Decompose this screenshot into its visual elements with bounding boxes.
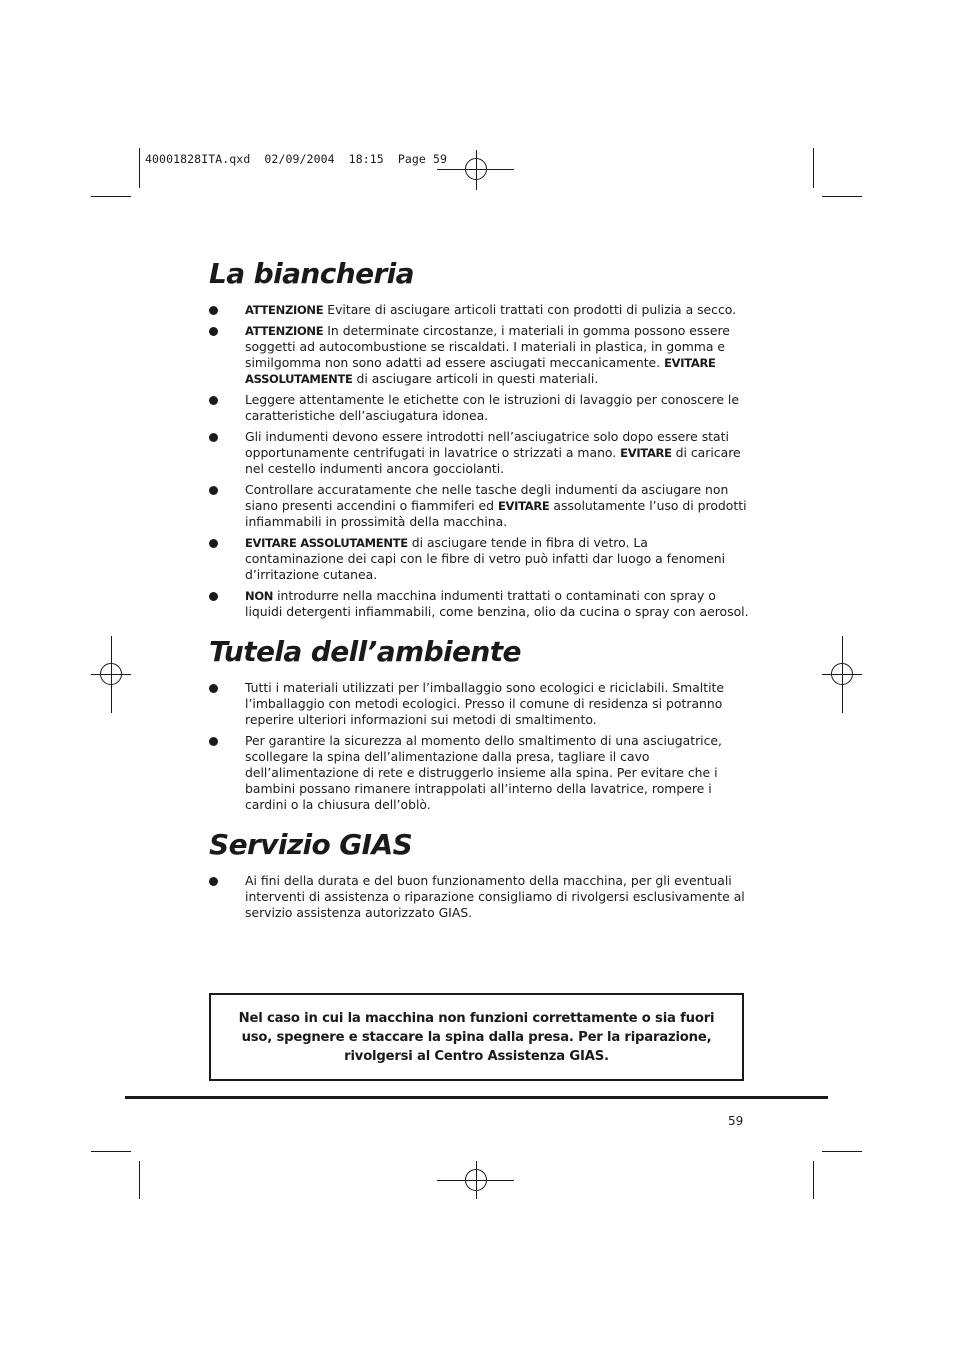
bullet-icon — [209, 877, 218, 886]
list-item: Tutti i materiali utilizzati per l’imballaggio sono ecologici e riciclabili. Smaltite l’imballaggio con metodi ecologici. Presso il comune di residenza si potranno reperire ulteriori informazioni sui metodi di smaltimento. — [209, 680, 749, 728]
section-title-biancheria: La biancheria — [209, 257, 414, 290]
notice-box — [209, 993, 744, 1081]
bullet-icon — [209, 737, 218, 746]
list-gias — [209, 873, 749, 921]
crop-mark-br-v — [813, 1161, 814, 1199]
print-slug: 40001828ITA.qxd 02/09/2004 18:15 Page 59 — [145, 152, 448, 166]
list-biancheria — [209, 302, 749, 620]
crop-mark-br-h — [822, 1151, 862, 1152]
section-title-ambiente: Tutela dell’ambiente — [209, 635, 521, 668]
bullet-icon — [209, 327, 218, 336]
bullet-icon — [209, 486, 218, 495]
crop-mark-tr-v — [813, 148, 814, 188]
crop-mark-tl-h — [91, 196, 131, 197]
bullet-icon — [209, 306, 218, 315]
list-item: NON introdurre nella macchina indumenti trattati o contaminati con spray o liquidi detergenti infiammabili, come benzina, olio da cucina o spray con aerosol. — [209, 588, 749, 620]
list-item: EVITARE ASSOLUTAMENTE di asciugare tende in fibra di vetro. La contaminazione dei capi con le fibre di vetro può infatti dar luogo a fenomeni d’irritazione cutanea. — [209, 535, 749, 583]
crop-mark-bl-h — [91, 1151, 131, 1152]
bullet-icon — [209, 539, 218, 548]
page-content — [209, 256, 749, 926]
list-item: Ai fini della durata e del buon funzionamento della macchina, per gli eventuali interventi di assistenza o riparazione consigliamo di rivolgersi esclusivamente al servizio assistenza autorizzato GIAS. — [209, 873, 749, 921]
notice-text: Nel caso in cui la macchina non funzioni correttamente o sia fuori uso, spegnere e staccare la spina dalla presa. Per la riparazione, rivolgersi al Centro Assistenza GIAS. — [238, 1010, 715, 1064]
crop-mark-tl-v — [139, 148, 140, 188]
list-item: ATTENZIONE In determinate circostanze, i materiali in gomma possono essere soggetti ad autocombustione se riscaldati. I materiali in plastica, in gomma e similgomma non sono adatti ad essere asciugati meccanicamente. EVITARE ASSOLUTAMENTE di asciugare articoli in questi materiali. — [209, 323, 749, 387]
list-item: Leggere attentamente le etichette con le istruzioni di lavaggio per conoscere le caratteristiche dell’asciugatura idonea. — [209, 392, 749, 424]
footer-rule — [125, 1096, 828, 1099]
page-number: 59 — [728, 1114, 744, 1128]
bullet-icon — [209, 592, 218, 601]
bullet-icon — [209, 684, 218, 693]
bullet-icon — [209, 396, 218, 405]
crop-mark-tr-h — [822, 196, 862, 197]
crop-mark-bl-v — [139, 1161, 140, 1199]
list-item: ATTENZIONE Evitare di asciugare articoli trattati con prodotti di pulizia a secco. — [209, 302, 749, 318]
list-ambiente — [209, 680, 749, 813]
bullet-icon — [209, 433, 218, 442]
section-title-gias: Servizio GIAS — [209, 828, 413, 861]
list-item: Gli indumenti devono essere introdotti nell’asciugatrice solo dopo essere stati opportunamente centrifugati in lavatrice o strizzati a mano. EVITARE di caricare nel cestello indumenti ancora gocciolanti. — [209, 429, 749, 477]
list-item: Controllare accuratamente che nelle tasche degli indumenti da asciugare non siano presenti accendini o fiammiferi ed EVITARE assolutamente l’uso di prodotti infiammabili in prossimità della macchina. — [209, 482, 749, 530]
list-item: Per garantire la sicurezza al momento dello smaltimento di una asciugatrice, scollegare la spina dell’alimentazione dalla presa, tagliare il cavo dell’alimentazione di rete e distruggerlo insieme alla spina. Per evitare che i bambini possano rimanere intrappolati all’interno della lavatrice, rompere i cardini o la chiusura dell’oblò. — [209, 733, 749, 813]
